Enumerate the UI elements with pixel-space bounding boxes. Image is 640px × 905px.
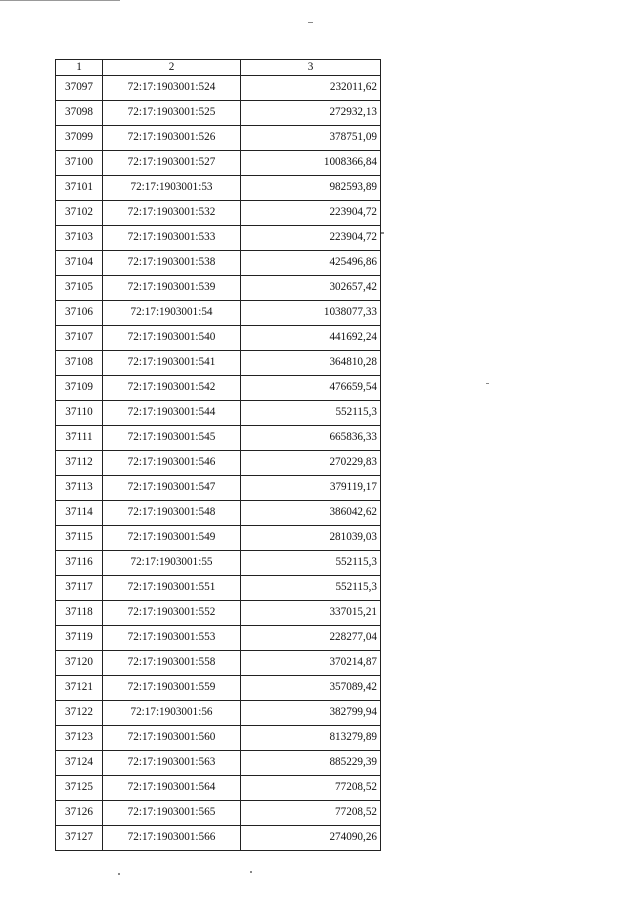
row-number-cell: 37121 [56, 676, 103, 701]
cadastral-number-cell: 72:17:1903001:54 [103, 301, 241, 326]
row-number-cell: 37113 [56, 476, 103, 501]
cadastral-number-cell: 72:17:1903001:539 [103, 276, 241, 301]
cadastral-number-cell: 72:17:1903001:540 [103, 326, 241, 351]
row-number-cell: 37122 [56, 701, 103, 726]
row-number-cell: 37098 [56, 101, 103, 126]
value-cell: 552115,3 [241, 576, 381, 601]
value-cell: 552115,3 [241, 551, 381, 576]
value-cell: 370214,87 [241, 651, 381, 676]
table-row [56, 151, 381, 176]
value-cell: 476659,54 [241, 376, 381, 401]
cadastral-number-cell: 72:17:1903001:542 [103, 376, 241, 401]
row-number-cell: 37111 [56, 426, 103, 451]
value-cell: 813279,89 [241, 726, 381, 751]
row-number-cell: 37114 [56, 501, 103, 526]
top-edge-rule [0, 0, 120, 1]
row-number-cell: 37127 [56, 826, 103, 851]
cadastral-number-cell: 72:17:1903001:541 [103, 351, 241, 376]
value-cell: 379119,17 [241, 476, 381, 501]
table-row [56, 476, 381, 501]
row-number-cell: 37117 [56, 576, 103, 601]
table-row [56, 326, 381, 351]
cadastral-number-cell: 72:17:1903001:527 [103, 151, 241, 176]
table-row [56, 701, 381, 726]
column-header-2: 2 [103, 60, 241, 76]
table-header-row [56, 60, 381, 76]
cadastral-value-table [55, 59, 381, 851]
row-number-cell: 37119 [56, 626, 103, 651]
table-row [56, 651, 381, 676]
row-number-cell: 37105 [56, 276, 103, 301]
table-row [56, 801, 381, 826]
value-cell: 77208,52 [241, 801, 381, 826]
scan-speck [118, 873, 120, 875]
table-row [56, 301, 381, 326]
value-cell: 386042,62 [241, 501, 381, 526]
value-cell: 425496,86 [241, 251, 381, 276]
row-number-cell: 37109 [56, 376, 103, 401]
table-row [56, 751, 381, 776]
value-cell: 281039,03 [241, 526, 381, 551]
cadastral-number-cell: 72:17:1903001:552 [103, 601, 241, 626]
row-number-cell: 37118 [56, 601, 103, 626]
row-number-cell: 37099 [56, 126, 103, 151]
value-cell: 270229,83 [241, 451, 381, 476]
scan-speck [486, 383, 489, 384]
cadastral-number-cell: 72:17:1903001:547 [103, 476, 241, 501]
row-number-cell: 37124 [56, 751, 103, 776]
value-cell: 441692,24 [241, 326, 381, 351]
table-row [56, 726, 381, 751]
cadastral-number-cell: 72:17:1903001:545 [103, 426, 241, 451]
table-row [56, 626, 381, 651]
cadastral-number-cell: 72:17:1903001:525 [103, 101, 241, 126]
value-cell: 77208,52 [241, 776, 381, 801]
scan-speck [250, 871, 252, 873]
row-number-cell: 37104 [56, 251, 103, 276]
table-row [56, 451, 381, 476]
value-cell: 228277,04 [241, 626, 381, 651]
cadastral-number-cell: 72:17:1903001:546 [103, 451, 241, 476]
table-row [56, 176, 381, 201]
value-cell: 982593,89 [241, 176, 381, 201]
value-cell: 357089,42 [241, 676, 381, 701]
cadastral-number-cell: 72:17:1903001:558 [103, 651, 241, 676]
row-number-cell: 37126 [56, 801, 103, 826]
table-row [56, 276, 381, 301]
cadastral-number-cell: 72:17:1903001:55 [103, 551, 241, 576]
cadastral-number-cell: 72:17:1903001:563 [103, 751, 241, 776]
value-cell: 364810,28 [241, 351, 381, 376]
table-row [56, 576, 381, 601]
cadastral-number-cell: 72:17:1903001:532 [103, 201, 241, 226]
value-cell: 223904,72 [241, 201, 381, 226]
cadastral-number-cell: 72:17:1903001:566 [103, 826, 241, 851]
row-number-cell: 37107 [56, 326, 103, 351]
row-number-cell: 37102 [56, 201, 103, 226]
cadastral-number-cell: 72:17:1903001:53 [103, 176, 241, 201]
row-number-cell: 37115 [56, 526, 103, 551]
row-number-cell: 37106 [56, 301, 103, 326]
row-number-cell: 37116 [56, 551, 103, 576]
row-number-cell: 37097 [56, 76, 103, 101]
row-number-cell: 37103 [56, 226, 103, 251]
table-row [56, 426, 381, 451]
table-row [56, 676, 381, 701]
cadastral-number-cell: 72:17:1903001:565 [103, 801, 241, 826]
value-cell: 232011,62 [241, 76, 381, 101]
row-number-cell: 37110 [56, 401, 103, 426]
table-row [56, 601, 381, 626]
table-row [56, 526, 381, 551]
value-cell: 337015,21 [241, 601, 381, 626]
cadastral-number-cell: 72:17:1903001:538 [103, 251, 241, 276]
table-row [56, 201, 381, 226]
cadastral-number-cell: 72:17:1903001:548 [103, 501, 241, 526]
cadastral-number-cell: 72:17:1903001:526 [103, 126, 241, 151]
cadastral-number-cell: 72:17:1903001:551 [103, 576, 241, 601]
row-number-cell: 37120 [56, 651, 103, 676]
column-header-3: 3 [241, 60, 381, 76]
row-number-cell: 37123 [56, 726, 103, 751]
value-cell: 885229,39 [241, 751, 381, 776]
cadastral-number-cell: 72:17:1903001:549 [103, 526, 241, 551]
row-number-cell: 37125 [56, 776, 103, 801]
value-cell: 302657,42 [241, 276, 381, 301]
value-cell: 223904,72 [241, 226, 381, 251]
table-row [56, 501, 381, 526]
cadastral-number-cell: 72:17:1903001:56 [103, 701, 241, 726]
table-row [56, 251, 381, 276]
cadastral-number-cell: 72:17:1903001:559 [103, 676, 241, 701]
cadastral-number-cell: 72:17:1903001:553 [103, 626, 241, 651]
scan-speck [308, 22, 313, 23]
value-cell: 1008366,84 [241, 151, 381, 176]
table-row [56, 76, 381, 101]
column-header-1: 1 [56, 60, 103, 76]
cadastral-number-cell: 72:17:1903001:560 [103, 726, 241, 751]
table-row [56, 101, 381, 126]
value-cell: 382799,94 [241, 701, 381, 726]
value-cell: 552115,3 [241, 401, 381, 426]
cadastral-number-cell: 72:17:1903001:564 [103, 776, 241, 801]
table-row [56, 126, 381, 151]
row-number-cell: 37100 [56, 151, 103, 176]
table-row [56, 826, 381, 851]
table-row [56, 401, 381, 426]
value-cell: 378751,09 [241, 126, 381, 151]
row-number-cell: 37101 [56, 176, 103, 201]
value-cell: 274090,26 [241, 826, 381, 851]
cadastral-number-cell: 72:17:1903001:544 [103, 401, 241, 426]
table-row [56, 776, 381, 801]
value-cell: 1038077,33 [241, 301, 381, 326]
value-cell: 272932,13 [241, 101, 381, 126]
table-row [56, 376, 381, 401]
cadastral-number-cell: 72:17:1903001:524 [103, 76, 241, 101]
cadastral-number-cell: 72:17:1903001:533 [103, 226, 241, 251]
table-body [56, 76, 381, 851]
value-cell: 665836,33 [241, 426, 381, 451]
table-row [56, 551, 381, 576]
row-number-cell: 37108 [56, 351, 103, 376]
row-number-cell: 37112 [56, 451, 103, 476]
table-row [56, 351, 381, 376]
table-row [56, 226, 381, 251]
